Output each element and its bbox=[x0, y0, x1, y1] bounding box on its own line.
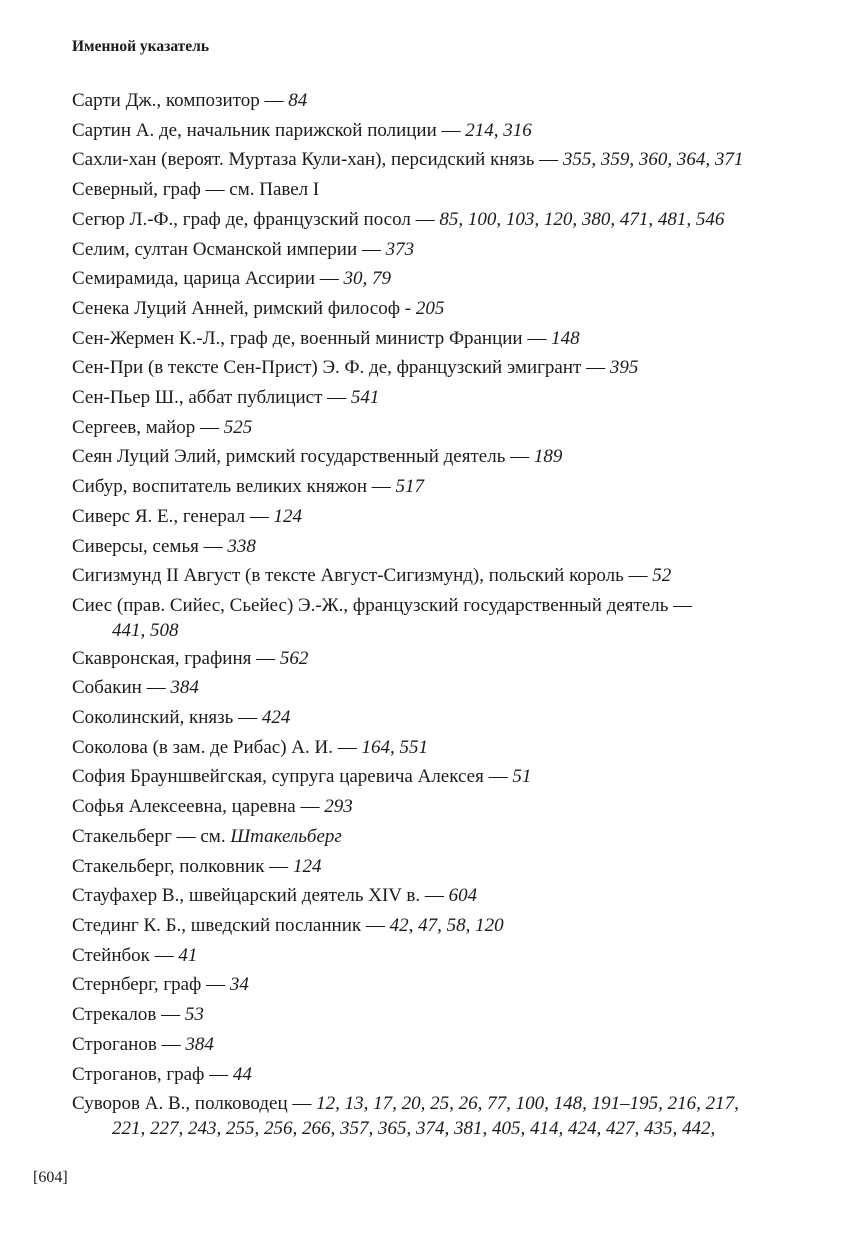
entry-pages: 44 bbox=[232, 1063, 252, 1085]
entry-name: Сен-Пьер Ш., аббат публицист — bbox=[72, 387, 351, 409]
index-entry bbox=[72, 1000, 792, 1030]
entry-pages: 562 bbox=[279, 647, 309, 669]
entry-pages: 84 bbox=[288, 90, 308, 111]
entry-pages: Штакельберг bbox=[230, 825, 342, 847]
entry-pages: 42, 47, 58, 120 bbox=[389, 914, 504, 936]
entry-name: Сахли-хан (вероят. Муртаза Кули-хан), персидский князь — bbox=[72, 149, 563, 171]
index-entry bbox=[72, 733, 792, 763]
entry-pages: 30, 79 bbox=[343, 268, 391, 290]
entry-pages-continued: 221, 227, 243, 255, 256, 266, 357, 365, 374, 381, 405, 414, 424, 427, 435, 442, bbox=[112, 1117, 716, 1139]
entry-name: Сегюр Л.-Ф., граф де, французский посол — bbox=[72, 208, 440, 230]
page-number: [604] bbox=[33, 1169, 68, 1186]
index-entry bbox=[72, 852, 792, 882]
index-entry bbox=[72, 532, 792, 562]
entry-name: Сиверс Я. Е., генерал — bbox=[72, 505, 274, 527]
entry-name: Стакельберг — см. bbox=[72, 825, 231, 847]
entry-name: Сеян Луций Элий, римский государственный деятель — bbox=[72, 446, 534, 468]
index-entry bbox=[72, 294, 792, 324]
entry-pages: 541 bbox=[350, 387, 380, 409]
index-entry bbox=[72, 353, 792, 383]
index-entry bbox=[72, 673, 792, 703]
entry-name: Соколинский, князь — bbox=[72, 707, 262, 729]
running-header: Именной указатель bbox=[72, 38, 210, 55]
index-entry bbox=[72, 235, 792, 265]
index-entry bbox=[72, 561, 792, 591]
index-entry bbox=[72, 1089, 792, 1142]
entry-pages: 604 bbox=[448, 885, 478, 907]
index-entry bbox=[72, 762, 792, 792]
entry-name: Сарти Дж., композитор — bbox=[72, 90, 289, 111]
index-entry bbox=[72, 175, 792, 205]
index-entry bbox=[72, 413, 792, 443]
entry-name: Сартин А. де, начальник парижской полиции — bbox=[72, 119, 466, 141]
entry-name: Селим, султан Османской империи — bbox=[72, 238, 386, 260]
entry-name: Стрекалов — bbox=[72, 1004, 185, 1026]
index-entry bbox=[72, 383, 792, 413]
entry-name: Стейнбок — bbox=[72, 944, 179, 966]
entry-pages: 205 bbox=[415, 297, 445, 319]
entry-name: Скавронская, графиня — bbox=[72, 647, 280, 669]
entry-pages: 517 bbox=[395, 476, 425, 498]
entry-name: Сиверсы, семья — bbox=[72, 535, 228, 557]
entry-name: София Брауншвейгская, супруга царевича Алексея — bbox=[72, 766, 513, 788]
index-entry bbox=[72, 644, 792, 674]
index-entry bbox=[72, 881, 792, 911]
entry-pages: 12, 13, 17, 20, 25, 26, 77, 100, 148, 191–195, 216, 217, bbox=[316, 1093, 739, 1115]
entry-pages: 52 bbox=[652, 565, 672, 587]
index-entry bbox=[72, 911, 792, 941]
index-entry bbox=[72, 1030, 792, 1060]
entry-name: Стакельберг, полковник — bbox=[72, 855, 293, 877]
entry-name: Сигизмунд II Август (в тексте Август-Сигизмунд), польский король — bbox=[72, 565, 653, 587]
entry-name: Семирамида, царица Ассирии — bbox=[72, 268, 344, 290]
entry-name: Сенека Луций Анней, римский философ - bbox=[72, 297, 416, 319]
entry-name: Софья Алексеевна, царевна — bbox=[72, 796, 325, 818]
entry-name: Соколова (в зам. де Рибас) А. И. — bbox=[72, 736, 362, 758]
entry-name: Стауфахер В., швейцарский деятель XIV в. — bbox=[72, 885, 449, 907]
entry-pages: 525 bbox=[223, 416, 253, 438]
entry-name: Собакин — bbox=[72, 677, 171, 699]
entry-pages: 34 bbox=[229, 974, 249, 996]
entry-name: Сергеев, майор — bbox=[72, 416, 224, 438]
index-entry bbox=[72, 442, 792, 472]
entry-name: Северный, граф — см. Павел I bbox=[72, 179, 320, 201]
entry-pages: 395 bbox=[609, 357, 639, 379]
index-entry bbox=[72, 822, 792, 852]
index-entry bbox=[72, 472, 792, 502]
index-entry bbox=[72, 264, 792, 294]
entry-pages: 85, 100, 103, 120, 380, 471, 481, 546 bbox=[439, 208, 725, 230]
index-entry bbox=[72, 205, 792, 235]
entry-pages: 355, 359, 360, 364, 371 bbox=[562, 149, 744, 171]
entry-name: Стединг К. Б., шведский посланник — bbox=[72, 914, 390, 936]
entry-pages-continued: 441, 508 bbox=[112, 619, 179, 641]
index-entry bbox=[72, 941, 792, 971]
entry-name: Сибур, воспитатель великих княжон — bbox=[72, 476, 396, 498]
entry-pages: 214, 316 bbox=[465, 119, 532, 141]
entry-name: Строганов — bbox=[72, 1033, 186, 1055]
index-list bbox=[72, 86, 792, 1142]
entry-name: Сен-Жермен К.-Л., граф де, военный министр Франции — bbox=[72, 327, 552, 349]
entry-name: Суворов А. В., полководец — bbox=[72, 1093, 317, 1115]
entry-pages: 384 bbox=[185, 1033, 214, 1055]
entry-name: Сиес (прав. Сийес, Сьейес) Э.-Ж., французский государственный деятель — bbox=[72, 594, 693, 616]
index-entry bbox=[72, 324, 792, 354]
entry-pages: 124 bbox=[292, 855, 322, 877]
entry-pages: 384 bbox=[170, 677, 199, 699]
entry-pages: 373 bbox=[385, 238, 415, 260]
entry-pages: 424 bbox=[261, 707, 291, 729]
entry-pages: 164, 551 bbox=[361, 736, 428, 758]
entry-pages: 338 bbox=[227, 535, 256, 557]
index-entry bbox=[72, 502, 792, 532]
entry-name: Стернберг, граф — bbox=[72, 974, 230, 996]
index-entry bbox=[72, 116, 792, 146]
entry-pages: 189 bbox=[533, 446, 563, 468]
index-entry bbox=[72, 970, 792, 1000]
entry-pages: 51 bbox=[512, 766, 532, 788]
entry-pages: 293 bbox=[324, 796, 353, 818]
entry-pages: 41 bbox=[178, 944, 198, 966]
index-entry bbox=[72, 145, 792, 175]
entry-name: Сен-При (в тексте Сен-Прист) Э. Ф. де, французский эмигрант — bbox=[72, 357, 610, 379]
index-entry bbox=[72, 703, 792, 733]
index-entry bbox=[72, 1060, 792, 1090]
entry-pages: 53 bbox=[184, 1004, 204, 1026]
index-entry bbox=[72, 792, 792, 822]
entry-name: Строганов, граф — bbox=[72, 1063, 233, 1085]
index-entry bbox=[72, 86, 792, 116]
index-entry bbox=[72, 591, 792, 644]
entry-pages: 124 bbox=[273, 505, 303, 527]
entry-pages: 148 bbox=[551, 327, 580, 349]
